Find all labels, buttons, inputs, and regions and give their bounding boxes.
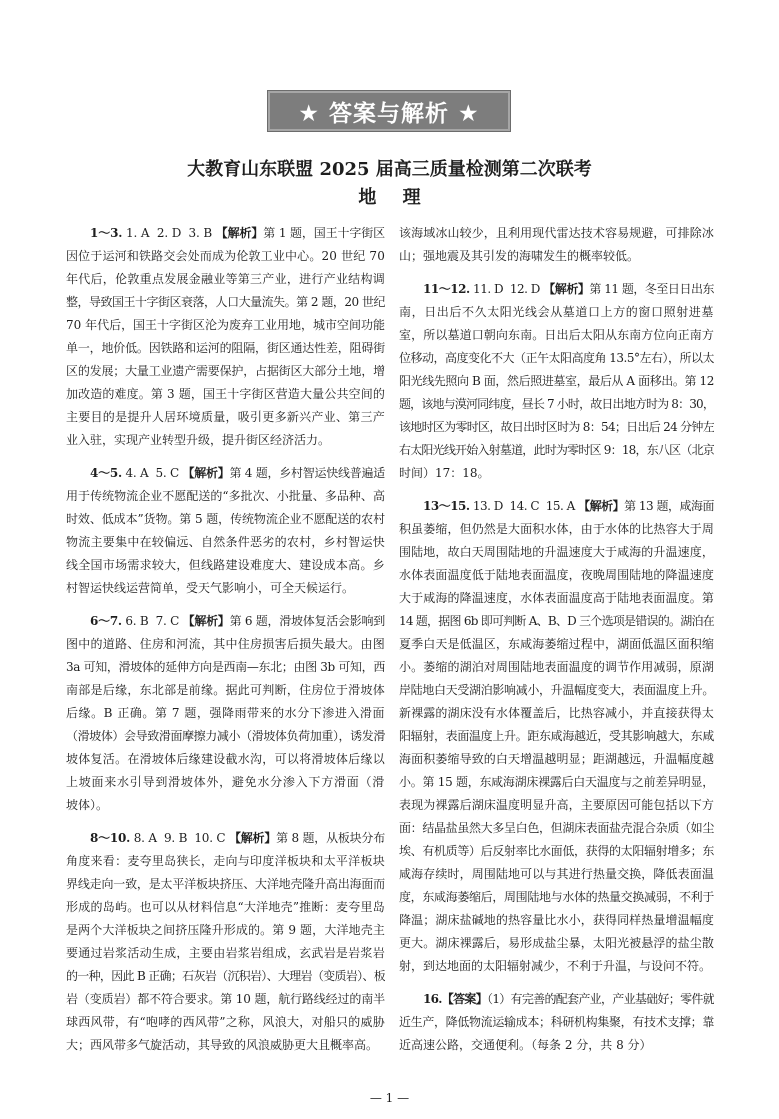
text-line: 度，东咸海萎缩后，周围陆地与水体的热量交换减弱，不利于 <box>399 890 714 904</box>
text-line: 上坡面来水引导到滑坡体外，避免水分渗入下方滑面（滑 <box>66 775 385 789</box>
text-line: 图中的道路、住房和河流，其中住房损害后损失最大。由图 <box>66 637 385 651</box>
exam-title: 大教育山东联盟 2025 届高三质量检测第二次联考 <box>187 159 592 180</box>
text-line: 岸陆地白天受湖泊影响减小，升温幅度变大，表面温度上升。 <box>399 683 714 697</box>
right-column <box>399 222 714 1067</box>
answer-paragraph <box>66 222 385 452</box>
text-line: 水体表面温度低于陆地表面温度，夜晚周围陆地的降温速度 <box>399 568 714 582</box>
text-line: 右太阳光线开始入射墓道，此时为零时区 9：18，东八区（北京 <box>399 443 714 457</box>
text-line: 线全国市场需求较大，但线路建设难度大、建设成本高。乡 <box>66 558 385 572</box>
page-number: — 1 — <box>369 1091 410 1105</box>
subject-title: 地 理 <box>358 187 431 208</box>
text-line: 海面积萎缩导致的白天增温越明显；距湖越远，升温幅度越 <box>399 752 714 766</box>
text-line: 14 题，据图 6b 即可判断 A、B、D 三个选项是错误的。湖泊在 <box>399 614 714 628</box>
text-line: 该海域冰山较少，且利用现代雷达技术容易规避，可排除冰 <box>399 226 714 240</box>
text-line: 区的发展；大量工业遗产需要保护，占据街区大部分土地，增 <box>66 364 385 378</box>
text-line: 更大。湖床裸露后，易形成盐尘暴，太阳光被悬浮的盐尘散 <box>399 936 714 950</box>
text-line: 大；西风带多气旋活动，其导致的风浪威胁更大且概率高。 <box>66 1038 379 1052</box>
text-line: 形成的岛屿。也可以从材料信息“大洋地壳”推断：麦夸里岛 <box>66 900 385 914</box>
text-line: 单一，地价低。因铁路和运河的阻隔，街区通达性差，阻碍街 <box>66 341 385 355</box>
text-line: 8～10. 8. A 9. B 10. C 【解析】第 8 题，从板块分布 <box>90 831 385 845</box>
text-line: 小。第 15 题，东咸海湖床裸露后白天温度与之前差异明显， <box>399 775 714 789</box>
text-line: 南部是后缘，东北部是前缘。据此可判断，住房位于滑坡体 <box>66 683 385 697</box>
text-line: 界线走向一致，是太平洋板块挤压、大洋地壳隆升高出海面而 <box>66 877 385 891</box>
text-line: 表现为裸露后湖床温度明显升高，主要原因可能包括以下方 <box>399 798 714 812</box>
text-line: 的一种，因此 B 正确；石灰岩（沉积岩）、大理岩（变质岩）、板 <box>66 969 385 983</box>
text-line: （滑坡体）会导致滑面摩擦力减小（滑坡体负荷加重），诱发滑 <box>66 729 385 743</box>
text-line: 降温；湖床盐碱地的热容量比水小，获得同样热量增温幅度 <box>399 913 714 927</box>
text-line: 主要目的是提升人居环境质量，吸引更多新兴产业、第三产 <box>66 410 385 424</box>
text-line: 坡体复活。在滑坡体后缘建设截水沟，可以将滑坡体后缘以 <box>66 752 385 766</box>
text-line: 物流主要集中在较偏远、自然条件恶劣的农村，乡村智运快 <box>66 535 385 549</box>
text-line: 近高速公路，交通便利。（每条 2 分，共 8 分） <box>399 1038 652 1052</box>
text-line: 后缘。B 正确。第 7 题，强降雨带来的水分下渗进入滑面 <box>66 706 385 720</box>
text-line: 因位于运河和铁路交会处而成为伦敦工业中心。20 世纪 70 <box>66 249 385 263</box>
text-line: 题，该地与漠河同纬度，昼长 7 小时，故日出地方时为 8：30， <box>399 397 714 411</box>
answer-paragraph <box>399 988 714 1057</box>
text-line: 阳光线先照向 B 面，然后照进墓室，最后从 A 面移出。第 12 <box>399 374 714 388</box>
answer-paragraph <box>399 495 714 978</box>
text-line: 用于传统物流企业不愿配送的“多批次、小批量、多品种、高 <box>66 489 385 503</box>
text-line: 业入驻，实现产业转型升级，提升街区经济活力。 <box>66 433 331 447</box>
text-line: 16.【答案】（1）有完善的配套产业，产业基础好；零件就 <box>423 992 714 1006</box>
text-line: 位移动，高度变化不大（正午太阳高度角 13.5°左右），所以太 <box>399 351 714 365</box>
answer-paragraph <box>66 827 385 1057</box>
text-line: 6～7. 6. B 7. C 【解析】第 6 题，滑坡体复活会影响到 <box>90 614 385 628</box>
text-line: 山；强地震及其引发的海啸发生的概率较低。 <box>399 249 640 263</box>
text-line: 射，到达地面的太阳辐射减少，不利于升温，与设问不符。 <box>399 959 712 973</box>
text-line: 角度来看：麦夸里岛狭长，走向与印度洋板块和太平洋板块 <box>66 854 385 868</box>
text-line: 围陆地，故白天周围陆地的升温速度大于咸海的升温速度， <box>399 545 714 559</box>
answer-paragraph <box>399 222 714 268</box>
text-line: 要通过岩浆活动生成，主要由岩浆岩组成，玄武岩是岩浆岩 <box>66 946 385 960</box>
text-line: 该地时区为零时区，故日出时区时为 8：54；日出后 24 分钟左 <box>399 420 714 434</box>
text-line: 坡体）。 <box>66 798 109 812</box>
text-line: 室，所以墓道口朝向东南。日出后太阳从东南方位向正南方 <box>399 328 714 342</box>
answer-paragraph <box>66 462 385 600</box>
section-banner <box>268 91 510 131</box>
text-line: 11～12. 11. D 12. D 【解析】第 11 题，冬至日日出东 <box>423 282 714 296</box>
text-line: 3a 可知，滑坡体的延伸方向是西南—东北；由图 3b 可知，西 <box>66 660 385 674</box>
text-line: 村智运快线运营简单，受天气影响小，可全天候运行。 <box>66 581 355 595</box>
text-line: 13～15. 13. D 14. C 15. A 【解析】第 13 题，咸海面 <box>423 499 714 513</box>
text-line: 时间）17：18。 <box>399 466 490 480</box>
text-line: 加改造的难度。第 3 题，国王十字街区营造大量公共空间的 <box>66 387 385 401</box>
text-line: 新裸露的湖床没有水体覆盖后，比热容减小，并直接获得太 <box>399 706 714 720</box>
text-line: 南，日出后不久太阳光线会从墓道口上方的窗口照射进墓 <box>399 305 714 319</box>
text-line: 1～3. 1. A 2. D 3. B 【解析】第 1 题，国王十字街区 <box>90 226 385 240</box>
left-column <box>66 222 385 1067</box>
answer-paragraph <box>399 278 714 485</box>
section-banner-text: ★ 答案与解析 ★ <box>298 100 480 127</box>
text-line: 整，导致国王十字街区衰落，人口大量流失。第 2 题，20 世纪 <box>66 295 385 309</box>
text-line: 时效、低成本”货物。第 5 题，传统物流企业不愿配送的农村 <box>66 512 385 526</box>
answer-paragraph <box>66 610 385 817</box>
text-line: 埃、有机质等）后反射率比水面低，获得的太阳辐射增多；东 <box>399 844 714 858</box>
text-line: 大于咸海的降温速度，水体表面温度高于陆地表面温度。第 <box>399 591 714 605</box>
text-line: 近生产，降低物流运输成本；科研机构集聚，有技术支撑；靠 <box>399 1015 714 1029</box>
text-line: 积虽萎缩，但仍然是大面积水体，由于水体的比热容大于周 <box>399 522 714 536</box>
text-line: 4～5. 4. A 5. C 【解析】第 4 题，乡村智运快线普遍适 <box>90 466 385 480</box>
text-line: 咸海存续时，周围陆地可以与其进行热量交换，降低表面温 <box>399 867 714 881</box>
text-line: 小。萎缩的湖泊对周围陆地表面温度的调节作用减弱，原湖 <box>399 660 714 674</box>
text-line: 是两个大洋板块之间挤压隆升形成的。第 9 题，大洋地壳主 <box>66 923 385 937</box>
text-line: 面：结晶盐虽然大多呈白色，但湖床表面盐壳混合杂质（如尘 <box>399 821 714 835</box>
text-line: 年代后，伦敦重点发展金融业等第三产业，进行产业结构调 <box>66 272 385 286</box>
text-line: 夏季白天是低温区，东咸海萎缩过程中，湖面低温区面积缩 <box>399 637 714 651</box>
text-line: 阳辐射，表面温度上升。距东咸海越近，受其影响越大，东咸 <box>399 729 714 743</box>
text-line: 球西风带，有“咆哮的西风带”之称，风浪大，对船只的威胁 <box>66 1015 385 1029</box>
text-line: 70 年代后，国王十字街区沦为废弃工业用地，城市空间功能 <box>66 318 385 332</box>
text-line: 岩（变质岩）都不符合要求。第 10 题，航行路线经过的南半 <box>66 992 385 1006</box>
